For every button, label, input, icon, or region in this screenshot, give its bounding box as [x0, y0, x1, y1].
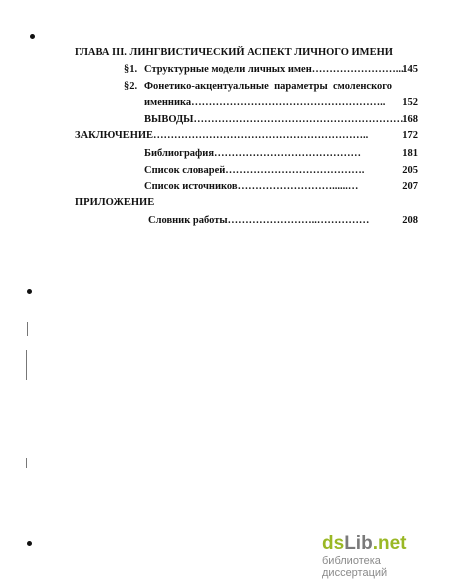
page-number: 207 [402, 181, 418, 192]
section-title: Фонетико-акцентуальные параметры смоленского [144, 81, 392, 92]
watermark-logo: dsLib.net [322, 533, 407, 554]
binding-hole-mark [30, 34, 35, 39]
page-number: 145 [402, 64, 418, 75]
scan-artifact [26, 350, 27, 380]
section-title: Структурные модели личных имен……………………... [144, 64, 404, 75]
word-list-entry: Словник работы……………………..…………… [148, 215, 370, 226]
sources-entry: Список источников………………………......… [144, 181, 359, 192]
page-number: 181 [402, 148, 418, 159]
section-title-continued: именника……………………………………………….. [144, 97, 386, 108]
section-number: §2. [124, 81, 138, 92]
scan-artifact [26, 458, 27, 468]
section-number: §1. [124, 64, 138, 75]
summary-entry: ЗАКЛЮЧЕНИЕ…………………………………………………….. [75, 130, 369, 141]
page-number: 172 [402, 130, 418, 141]
binding-hole-mark [27, 289, 32, 294]
dictionaries-entry: Список словарей…………………………………. [144, 165, 365, 176]
page-number: 152 [402, 97, 418, 108]
watermark-caption: библиотека диссертаций [322, 555, 388, 579]
bibliography-entry: Библиография…………………………………… [144, 148, 362, 159]
chapter-heading: ГЛАВА III. ЛИНГВИСТИЧЕСКИЙ АСПЕКТ ЛИЧНОГО ИМЕНИ [75, 47, 393, 58]
page-number: 168 [402, 114, 418, 125]
scan-artifact [27, 322, 28, 336]
appendix-heading: ПРИЛОЖЕНИЕ [75, 197, 155, 208]
page-number: 208 [402, 215, 418, 226]
conclusions-entry: ВЫВОДЫ…………………………………………………… [144, 114, 404, 125]
watermark [322, 534, 442, 579]
page-number: 205 [402, 165, 418, 176]
binding-hole-mark [27, 541, 32, 546]
